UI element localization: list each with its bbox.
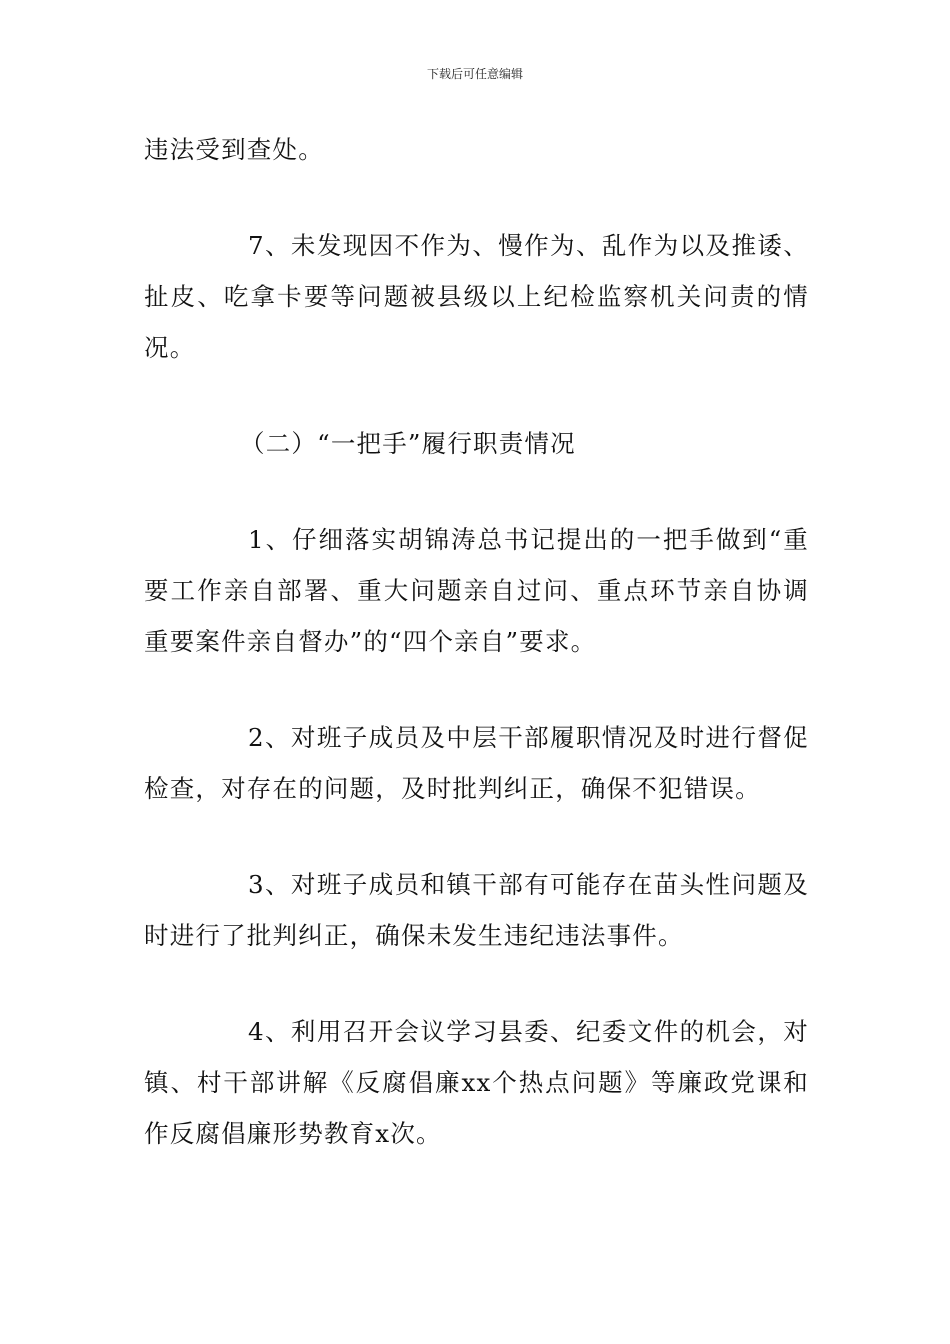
paragraph-item-2: 2、对班子成员及中层干部履职情况及时进行督促检查，对存在的问题，及时批判纠正，确保不犯错误。 xyxy=(144,723,809,803)
paragraph-item-1: 1、仔细落实胡锦涛总书记提出的一把手做到“重要工作亲自部署、重大问题亲自过问、重点环节亲自协调重要案件亲自督办”的“四个亲自”要求。 xyxy=(144,525,809,656)
paragraph-item-4: 4、利用召开会议学习县委、纪委文件的机会，对镇、村干部讲解《反腐倡廉xx个热点问题》等廉政党课和作反腐倡廉形势教育x次。 xyxy=(144,1017,809,1148)
document-body xyxy=(144,124,809,1204)
paragraph-item-3: 3、对班子成员和镇干部有可能存在苗头性问题及时进行了批判纠正，确保未发生违纪违法事件。 xyxy=(144,870,809,950)
paragraph-item-7: 7、未发现因不作为、慢作为、乱作为以及推诿、扯皮、吃拿卡要等问题被县级以上纪检监察机关问责的情况。 xyxy=(144,231,809,362)
paragraph-continuation: 违法受到查处。 xyxy=(144,135,324,164)
page-header-note: 下载后可任意编辑 xyxy=(426,67,523,81)
section-heading: （二）“一把手”履行职责情况 xyxy=(240,429,576,458)
